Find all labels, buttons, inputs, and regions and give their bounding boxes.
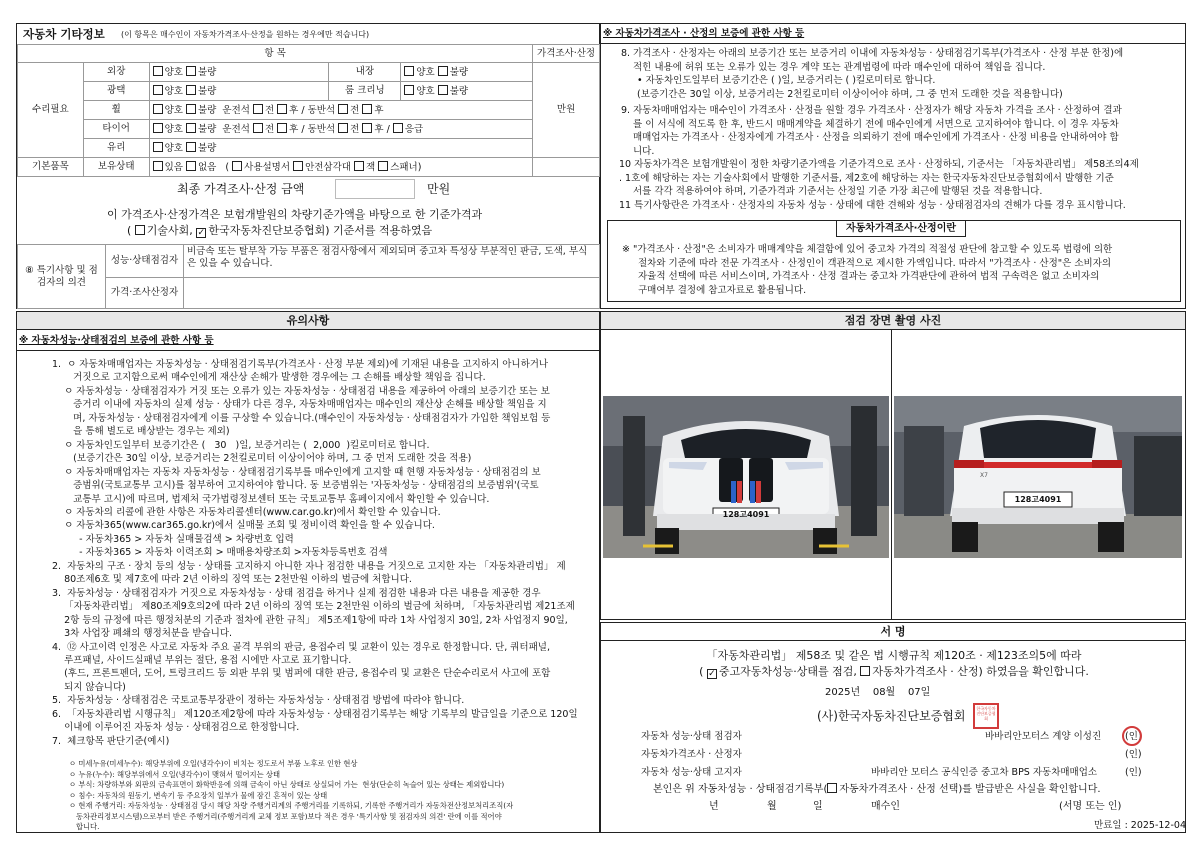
emergency-label: 응급 <box>404 123 424 135</box>
front-label: 전 <box>350 123 360 135</box>
notes-header: 유의사항 <box>17 312 599 330</box>
note-line: ㅇ 자동차365(www.car365.go.kr)에서 실매물 조회 및 정비이력 확인을 할 수 있습니다. <box>52 520 435 532</box>
buyer-row <box>709 801 1179 814</box>
item-8 <box>621 47 1183 101</box>
criteria-line: ㅇ 누유(누수): 해당부위에서 오일(냉각수)이 맺혀서 떨어지는 상태 <box>69 769 281 779</box>
price-inspector-label: 가격·조사산정자 <box>106 278 184 309</box>
note-line: 증거리 이내에 자동차의 실제 성능 · 상태가 다른 경우, 자동차매매업자는 매수인의 재산상 손해를 배상할 책임을 지 <box>52 399 547 411</box>
repair-label: 수리필요 <box>18 63 84 158</box>
note-line: 6. 「자동차관리법 시행규칙」 제120조제2항에 따라 자동차성능 · 상태점검기록부는 해당 기록부의 발급일을 기준으로 120일 <box>52 708 578 720</box>
rear-badge: X7 <box>980 472 988 479</box>
note-line: 증범위(국토교통부 고시)를 첨부하여 고지하여야 합니다. 동 보증범위는 '자동차성능 · 상태점검의 보증범위'(국토 <box>52 480 539 492</box>
sign-date <box>825 687 930 700</box>
price-warranty-heading: ※ 자동차가격조사 · 산정의 보증에 관한 사항 등 <box>603 28 805 39</box>
panel-subtitle: (이 항목은 매수인이 자동차가격조사·산정을 원하는 경우에만 적습니다) <box>121 30 370 39</box>
vehicle-other-info-panel <box>16 23 600 309</box>
criteria-line: ㅇ 현재 주행거리: 자동차성능 · 상태점검 당시 해당 차량 주행거리계의 주행거리를 기록하되, 기록한 주행거리가 자동차전산정보처리조직(자 <box>69 801 514 810</box>
row-wheel: 휠 <box>83 101 149 120</box>
tire-pass-front-checkbox[interactable] <box>338 123 348 133</box>
item-9-line: 를 이 서식에 적도록 한 후, 반드시 매매계약을 체결하기 전에 매수인에게 서면으로 고지하여야 합니다. 이 경우 자동차 <box>633 118 1119 130</box>
jack-label: 잭 <box>365 161 376 173</box>
note-line: ㅇ 자동차의 리콜에 관한 사항은 자동차리콜센터(www.car.go.kr)에서 확인할 수 있습니다. <box>52 506 441 518</box>
rear-label: 후 <box>374 104 384 116</box>
note-line: - 자동차365 > 자동차 실매물검색 > 차량번호 입력 <box>52 533 294 545</box>
perf-inspector-label: 성능·상태점검자 <box>106 245 184 278</box>
col-item-header: 항 목 <box>18 45 533 63</box>
confirm-performance-label: 중고자동차성능·상태를 점검, <box>718 665 857 678</box>
note-line: 교통부 고시)에 따르며, 법제처 국가법령정보센터 또는 국토교통부 홈페이지에서 확인할 수 있습니다. <box>52 493 490 505</box>
room-bad-checkbox[interactable] <box>438 85 448 95</box>
buyer-year: 년 <box>709 801 719 812</box>
law-line: 「자동차관리법」 제58조 및 같은 법 시행규칙 제120조 · 제123조의5에 따라 <box>706 649 1082 662</box>
item-8-line: 8. 가격조사 · 산정자는 아래의 보증기간 또는 보증거리 이내에 자동차성능 · 상태점검기록부(가격조사 · 산정 부분 한정)에 <box>621 48 1124 59</box>
jack-checkbox[interactable] <box>354 161 364 171</box>
seal-text: 한국자동차진단보증협회 <box>976 706 996 721</box>
note-line: ㅇ 자동차매매업자는 자동차 자동차성능 · 상태점검기록부를 매수인에게 고지할 때 현행 자동차성능 · 상태점검의 보 <box>52 466 541 478</box>
note-line: 을 통해 별도로 배상받는 경우는 제외) <box>52 426 230 438</box>
signature-header: 서 명 <box>601 623 1185 641</box>
final-price-input[interactable] <box>335 179 415 199</box>
buyer-label: 매수인 <box>871 801 900 812</box>
note-line: ㅇ 자동차인도일부터 보증기간은 ( 30 )일, 보증거리는 ( 2,000 )킬로미터로 합니다. <box>52 439 430 451</box>
repair-table: 항 목 가격조사·산정 수리필요 외장 양호 불량 내장 양호 불량 만원 광택 양호 불량 룸 크리닝 양호 불량 휠 양호 불량 운전석 전 후 / 동반석 전 후 타이어 양호 불량 운전석 전 후 / 동반석 전 후 / 응급 유리 양호 불량 기본품목 보유상태 있음 없음 ( 사용설명서 안전삼각대 잭 스패너) <box>17 44 600 177</box>
price-explain-box <box>607 220 1181 302</box>
row-tire: 타이어 <box>83 120 149 139</box>
explain-line: 자율적 선택에 따른 서비스이며, 가격조사 · 산정 결과는 중고차 가격판단에 관하여 법적 구속력은 없고 소비자의 <box>638 271 1100 282</box>
interior-bad-checkbox[interactable] <box>438 66 448 76</box>
note-line: 4. ⑫ 사고이력 인정은 사고로 자동차 주요 골격 부위의 판금, 용접수리 및 교환이 있는 경우로 한정합니다. 단, 쿼터패널, <box>52 641 550 653</box>
bad-label: 불량 <box>197 142 217 154</box>
signer-mark: (인) <box>1125 731 1142 742</box>
notes-panel <box>16 311 600 833</box>
item-10-line: 10 자동차가격은 보험개발원이 정한 차량기준가액을 기준가격으로 조사 · 산정하되, 기준서는 「자동차관리법」 제58조의4제 <box>619 159 1139 170</box>
criteria-line: 합니다. <box>69 822 100 831</box>
interior-good-checkbox[interactable] <box>404 66 414 76</box>
basis-tech-checkbox[interactable] <box>135 225 145 235</box>
bad-label: 불량 <box>197 123 217 135</box>
notes-list <box>52 358 600 748</box>
note-line: 「자동차관리법」 제80조제9호의2에 따라 2년 이하의 징역 또는 2천만원 이하의 벌금에 처하며, 「자동차관리법 제21조제 <box>52 601 575 613</box>
item-9-line: 니다. <box>633 145 655 157</box>
note-line: 며, 자동차성능 · 상태점검자에게 이를 구상할 수 있습니다.(매수인이 자동차성능 · 상태점검자가 가입한 책임보험 등 <box>52 412 551 424</box>
special-notes-table <box>17 244 600 309</box>
bad-label: 불량 <box>449 66 469 78</box>
criteria-line: ㅇ 미세누유(미세누수): 해당부위에 오일(냉각수)이 비치는 정도로서 부품 노후로 인한 현상 <box>69 759 358 768</box>
driver-side-label: 운전석 <box>222 123 250 135</box>
note-line: 80조제6호 및 제7호에 따라 2년 이하의 징역 또는 2천만원 이하의 벌금에 처합니다. <box>52 574 412 586</box>
perf-inspector-note: 비금속 또는 탈부착 가능 부품은 점검사항에서 제외되며 중고차 특성상 부분적인 판금, 도색, 부식은 있을 수 있습니다. <box>184 245 600 278</box>
rear-passenger-label: 후 / 동반석 <box>289 104 336 116</box>
signer-label: 자동차가격조사 · 산정자 <box>641 749 742 760</box>
front-label: 전 <box>264 123 275 135</box>
spanner-checkbox[interactable] <box>378 161 388 171</box>
wheel-driver-front-checkbox[interactable] <box>253 104 263 114</box>
item-9 <box>621 104 1183 158</box>
col-price-header: 가격조사·산정 <box>533 45 600 63</box>
rear-label: 후 <box>374 123 384 135</box>
receipt-price-checkbox[interactable] <box>827 783 837 793</box>
criteria-line: 동차관리정보시스템)으로부터 받은 주행거리(주행거리계 교체 정보 포함)보다 적은 경우 '특기사항 및 점검자의 의견' 란에 이를 적어야 <box>69 811 502 821</box>
rear-passenger-label: 후 / 동반석 <box>289 123 336 135</box>
item-8-line: 적힌 내용에 허위 또는 오류가 있는 경우 계약 또는 관계법령에 따라 매수인에 대하여 책임을 집니다. <box>633 61 1046 73</box>
item-8-line: • 자동차인도일부터 보증기간은 ( )일, 보증거리는 ( )킬로미터로 합니다. <box>637 75 936 86</box>
signer-row-1 <box>641 731 1181 743</box>
triangle-label: 안전삼각대 <box>305 161 351 173</box>
wheel-pass-rear-checkbox[interactable] <box>362 104 372 114</box>
note-line: ㅇ 자동차성능 · 상태점검자가 거짓 또는 오류가 있는 자동차성능 · 상태점검 내용을 제공하여 아래의 보증기간 또는 보 <box>52 385 550 397</box>
front-label: 전 <box>350 104 360 116</box>
wheel-bad-checkbox[interactable] <box>186 104 196 114</box>
exterior-good-checkbox[interactable] <box>153 66 163 76</box>
item-10 <box>619 158 1183 199</box>
bad-label: 불량 <box>197 85 217 97</box>
confirm-paren: ( <box>699 665 707 678</box>
tire-good-checkbox[interactable] <box>153 123 163 133</box>
bad-label: 불량 <box>197 104 217 116</box>
date-month: 08월 <box>872 687 896 698</box>
good-label: 양호 <box>164 66 183 78</box>
item-10-line: . 1호에 해당하는 자는 기술사회에서 발행한 기준서를, 제2호에 해당하는 자는 한국자동차진단보증협회에서 발행한 기준 <box>619 172 1114 184</box>
glass-bad-checkbox[interactable] <box>186 142 196 152</box>
glass-good-checkbox[interactable] <box>153 142 163 152</box>
price-warranty-panel <box>600 23 1186 309</box>
date-day: 07일 <box>907 687 931 698</box>
signature-panel <box>600 622 1186 833</box>
explain-line: ※ "가격조사 · 산정"은 소비자가 매매계약을 체결함에 있어 중고차 가격의 적절성 판단에 참고할 수 있도록 법령에 의한 <box>622 244 1113 255</box>
basic-items-label: 기본품목 <box>18 158 84 177</box>
tire-driver-rear-checkbox[interactable] <box>277 123 287 133</box>
good-label: 양호 <box>164 142 183 154</box>
buyer-sign: (서명 또는 인) <box>1059 801 1122 812</box>
row-interior: 내장 <box>329 63 401 82</box>
front-photo <box>603 396 889 558</box>
front-car-illustration <box>603 396 889 558</box>
price-explain-text <box>622 243 1178 297</box>
item-10-line: 서를 각각 적용하여야 하며, 기준가격과 기준서는 산정일 기준 가장 최근에 발행된 것을 적용합니다. <box>633 186 1043 197</box>
tire-driver-front-checkbox[interactable] <box>253 123 263 133</box>
none-label: 없음 <box>197 161 217 173</box>
wheel-driver-rear-checkbox[interactable] <box>277 104 287 114</box>
note-line: (후드, 프론트펜더, 도어, 트렁크리드 등 외판 부위 및 범퍼에 대한 판금, 용접수리 및 교환은 단순수리로서 사고에 포함 <box>52 668 551 680</box>
basis-text: 이 가격조사·산정가격은 보험개발원의 차량기준가액을 바탕으로 한 기준가격과 <box>107 208 483 221</box>
good-label: 양호 <box>164 123 183 135</box>
final-price-unit: 만원 <box>427 182 451 196</box>
note-line: 7. 체크항목 판단기준(예시) <box>52 735 170 747</box>
signer-stamp <box>1122 726 1142 746</box>
note-line: 2항 등의 규정에 따른 행정처분의 기준과 절차에 관한 규칙」 제5조제1항에 따라 1차 사업정지 30일, 2차 사업정지 90일, <box>52 614 568 626</box>
notes-heading: ※ 자동차성능·상태점검의 보증에 관한 사항 등 <box>19 335 214 346</box>
signer-label: 자동차 성능·상태 고지자 <box>641 767 742 778</box>
explain-line: 구매여부 결정에 참고자료로 활용됩니다. <box>638 284 807 296</box>
criteria-list <box>69 759 599 833</box>
driver-side-label: 운전석 <box>222 104 250 116</box>
spanner-label: 스패너 <box>390 161 418 173</box>
basis-tech-label: 기술사회, <box>146 224 193 237</box>
none-checkbox[interactable] <box>186 161 196 171</box>
manual-checkbox[interactable] <box>232 161 242 171</box>
note-line: - 자동차365 > 자동차 이력조회 > 매매용차량조회 >자동차등록번호 검색 <box>52 547 388 559</box>
special-notes-label: 특기사항 및 점검자의 의견 <box>36 264 98 288</box>
criteria-line: ㅇ 부식: 차량하부와 외판의 금속표면이 화학반응에 의해 금속이 아닌 상태로 상실되어 가는 현상(단순히 녹슬어 있는 상태는 제외합니다) <box>69 780 505 789</box>
item-9-line: 9. 자동차매매업자는 매수인이 가격조사 · 산정을 원할 경우 가격조사 · 산정자가 해당 자동차 가격을 조사 · 산정하여 결과 <box>621 105 1122 116</box>
signer-mark: (인) <box>1125 749 1142 760</box>
gloss-bad-checkbox[interactable] <box>186 85 196 95</box>
row-glass: 유리 <box>83 139 149 158</box>
photo-header: 점검 장면 촬영 사진 <box>601 312 1185 330</box>
wheel-pass-front-checkbox[interactable] <box>338 104 348 114</box>
confirm-performance-checkbox[interactable] <box>707 669 717 679</box>
tire-emergency-checkbox[interactable] <box>393 123 403 133</box>
bad-label: 불량 <box>197 66 217 78</box>
note-line: 거짓으로 고지함으로써 매수인에게 재산상 손해가 발생한 경우에는 그 손해를 배상할 책임을 집니다. <box>52 372 486 384</box>
tire-bad-checkbox[interactable] <box>186 123 196 133</box>
photo-panel <box>600 311 1186 620</box>
rear-plate: 128고4091 <box>1014 495 1062 504</box>
room-good-checkbox[interactable] <box>404 85 414 95</box>
signer-value: 바바리안모터스 계양 이성진 <box>985 731 1102 742</box>
association-seal <box>973 703 999 729</box>
confirm-line <box>601 665 1187 679</box>
have-checkbox[interactable] <box>153 161 163 171</box>
have-label: 있음 <box>164 161 183 173</box>
price-inspector-note <box>184 278 600 309</box>
expiry-date: 만료일 : 2025-12-04 <box>1094 820 1186 831</box>
signer-label: 자동차 성능·상태 점검자 <box>641 731 742 742</box>
note-line: 5. 자동차성능 · 상태점검은 국토교통부장관이 정하는 자동차성능 · 상태점검 방법에 따라야 합니다. <box>52 695 465 707</box>
exterior-bad-checkbox[interactable] <box>186 66 196 76</box>
good-label: 양호 <box>164 104 183 116</box>
note-line: 2. 자동차의 구조 · 장치 등의 성능 · 상태를 고지하지 아니한 자나 점검한 내용을 거짓으로 고지한 자는 「자동차관리법」 제 <box>52 560 566 572</box>
special-label-num: ⑧ <box>25 264 34 276</box>
signer-row-2 <box>641 749 1181 761</box>
signer-mark: (인) <box>1125 767 1142 778</box>
row-room-clean: 룸 크리닝 <box>329 82 401 101</box>
front-label: 전 <box>264 104 275 116</box>
note-line: 3. 자동차성능 · 상태점검자가 거짓으로 자동차성능 · 상태 점검을 하거나 실제 점검한 내용과 다른 내용을 제공한 경우 <box>52 587 541 599</box>
item-8-line: (보증기간은 30일 이상, 보증거리는 2천킬로미터 이상이어야 하며, 그 중 먼저 도래한 것을 적용합니다) <box>637 88 1063 100</box>
good-label: 양호 <box>416 85 435 97</box>
note-line: 이내에 이루어진 자동차 성능 · 상태점검으로 한정합니다. <box>52 722 300 734</box>
panel-title: 자동차 기타정보 <box>23 27 105 41</box>
rear-car-illustration <box>894 396 1182 558</box>
final-price-row <box>17 176 537 204</box>
row-possession: 보유상태 <box>83 158 149 177</box>
item-9-line: 매매업자는 가격조사 · 산정자에게 가격조사 · 산정을 의뢰하기 전에 매수인에게 가격조사 · 산정 비용을 안내하여야 합 <box>633 132 1119 143</box>
signer-row-3 <box>641 767 1181 779</box>
final-price-label: 최종 가격조사·산정 금액 <box>177 182 305 196</box>
basis-kaiba-label: 한국자동차진단보증협회) 기준서를 적용하였음 <box>208 224 433 237</box>
row-gloss: 광택 <box>83 82 149 101</box>
date-year: 2025년 <box>825 687 861 698</box>
good-label: 양호 <box>416 66 435 78</box>
note-line: 3차 사업장 폐쇄의 행정처분을 받습니다. <box>52 628 233 640</box>
confirm-price-checkbox[interactable] <box>860 666 870 676</box>
receipt-text-a: 본인은 위 자동차성능 · 상태점검기록부( <box>653 784 828 795</box>
association-name: (사)한국자동차진단보증협회 <box>817 709 966 723</box>
price-explain-title: 자동차가격조사·산정이란 <box>836 220 966 237</box>
basis-kaiba-checkbox[interactable] <box>196 228 206 238</box>
note-line: 되지 않습니다) <box>52 681 126 693</box>
row-exterior: 외장 <box>83 63 149 82</box>
manual-label: 사용설명서 <box>244 161 291 173</box>
signer-value: 바바리안 모터스 공식인증 중고차 BPS 자동차매매업소 <box>871 767 1098 778</box>
front-plate: 128고4091 <box>722 510 770 519</box>
buyer-month: 월 <box>767 801 777 812</box>
price-unit: 만원 <box>533 63 600 158</box>
note-line: 루프패널, 사이드실패널 부위는 절단, 용접 시에만 사고로 표기합니다. <box>52 654 352 666</box>
note-line: 1. ㅇ 자동차매매업자는 자동차성능 · 상태점검기록부(가격조사 · 산정 부분 제외)에 기재된 내용을 고지하지 아니하거나 <box>52 359 549 370</box>
explain-line: 절차와 기준에 따라 전문 가격조사 · 산정인이 객관적으로 제시한 가액입니다. 따라서 "가격조사 · 산정"은 소비자의 <box>638 257 1112 269</box>
bad-label: 불량 <box>449 85 469 97</box>
tire-pass-rear-checkbox[interactable] <box>362 123 372 133</box>
item-11: 11 특기사항란은 가격조사 · 산정자의 자동차 성능 · 상태에 대한 견해와 성능 · 상태점검자의 견해가 다를 경우 표시합니다. <box>619 200 1126 211</box>
triangle-checkbox[interactable] <box>293 161 303 171</box>
wheel-good-checkbox[interactable] <box>153 104 163 114</box>
confirm-price-label: 자동차가격조사 · 산정) 하였음을 확인합니다. <box>872 665 1089 678</box>
buyer-day: 일 <box>813 801 823 812</box>
basis-options: ( 기술사회, ✓ 한국자동차진단보증협회) 기준서를 적용하였음 <box>127 224 432 238</box>
good-label: 양호 <box>164 85 183 97</box>
receipt-line <box>653 783 1101 797</box>
gloss-good-checkbox[interactable] <box>153 85 163 95</box>
criteria-line: ㅇ 침수: 자동차의 원동기, 변속기 등 주요장치 일부가 물에 잠긴 흔적이 있는 상태 <box>69 790 328 800</box>
note-line: (보증기간은 30일 이상, 보증거리는 2천킬로미터 이상이어야 하며, 그 중 먼저 도래한 것을 적용) <box>52 453 472 465</box>
rear-photo <box>894 396 1182 558</box>
receipt-text-b: 자동차가격조사 · 산정 선택)를 발급받은 사실을 확인합니다. <box>839 784 1101 795</box>
